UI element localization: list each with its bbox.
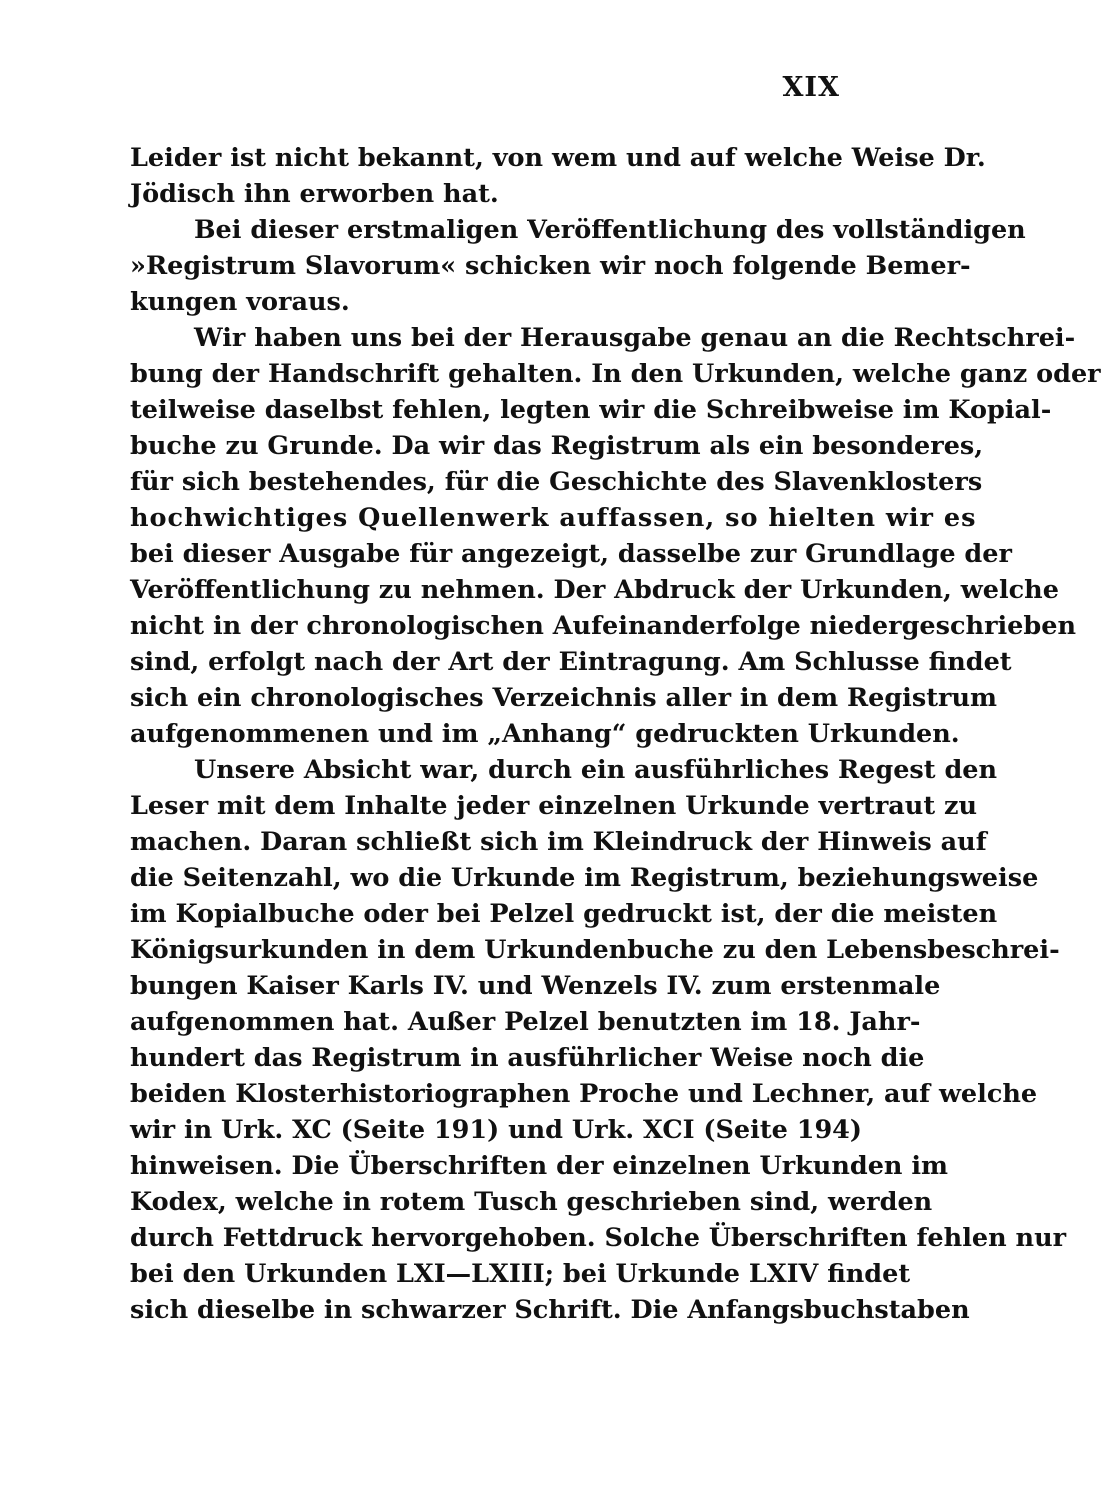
paragraph xyxy=(130,212,1026,320)
text-line: sich ein chronologisches Verzeichnis aller in dem Registrum xyxy=(130,683,997,713)
text-line: hundert das Registrum in ausführlicher Weise noch die xyxy=(130,1043,925,1073)
text-line: »Registrum Slavorum« schicken wir noch folgende Bemer- xyxy=(130,251,971,281)
text-line: buche zu Grunde. Da wir das Registrum als ein besonderes, xyxy=(130,431,984,461)
text-line: bei dieser Ausgabe für angezeigt, dasselbe zur Grundlage der xyxy=(130,539,1012,569)
paragraph xyxy=(130,140,986,212)
text-line: machen. Daran schließt sich im Kleindruck der Hinweis auf xyxy=(130,827,987,857)
text-line: nicht in der chronologischen Aufeinanderfolge niedergeschrieben xyxy=(130,611,1077,641)
text-line: kungen voraus. xyxy=(130,287,350,317)
text-line: sich dieselbe in schwarzer Schrift. Die Anfangsbuchstaben xyxy=(130,1295,970,1325)
page-number: XIX xyxy=(782,72,840,103)
text-line: für sich bestehendes, für die Geschichte des Slavenklosters xyxy=(130,467,983,497)
text-line: Königsurkunden in dem Urkundenbuche zu den Lebensbeschrei- xyxy=(130,935,1060,965)
text-line: im Kopialbuche oder bei Pelzel gedruckt ist, der die meisten xyxy=(130,899,998,929)
text-line: aufgenommen hat. Außer Pelzel benutzten im 18. Jahr- xyxy=(130,1007,921,1037)
text-line: aufgenommenen und im „Anhang“ gedruckten Urkunden. xyxy=(130,719,960,749)
text-line: Leider ist nicht bekannt, von wem und auf welche Weise Dr. xyxy=(130,143,986,173)
text-line: hochwichtiges Quellenwerk auffassen, so hielten wir es xyxy=(130,503,977,533)
text-line: sind, erfolgt nach der Art der Eintragung. Am Schlusse findet xyxy=(130,647,1012,677)
text-line: bei den Urkunden LXI—LXIII; bei Urkunde LXIV findet xyxy=(130,1259,911,1289)
paragraph xyxy=(130,320,1101,752)
text-line: Veröffentlichung zu nehmen. Der Abdruck der Urkunden, welche xyxy=(130,575,1059,605)
text-line: durch Fettdruck hervorgehoben. Solche Überschriften fehlen nur xyxy=(130,1223,1067,1253)
body-text xyxy=(130,140,1101,1328)
text-line: Leser mit dem Inhalte jeder einzelnen Urkunde vertraut zu xyxy=(130,791,978,821)
text-line: bungen Kaiser Karls IV. und Wenzels IV. zum erstenmale xyxy=(130,971,941,1001)
text-line: wir in Urk. XC (Seite 191) und Urk. XCI (Seite 194) xyxy=(130,1115,862,1145)
text-line: Kodex, welche in rotem Tusch geschrieben sind, werden xyxy=(130,1187,933,1217)
text-line: Jödisch ihn erworben hat. xyxy=(130,179,499,209)
text-line: die Seitenzahl, wo die Urkunde im Registrum, beziehungsweise xyxy=(130,863,1039,893)
text-line: Unsere Absicht war, durch ein ausführliches Regest den xyxy=(194,755,998,785)
text-line: Wir haben uns bei der Herausgabe genau an die Rechtschrei- xyxy=(194,323,1076,353)
text-line: Bei dieser erstmaligen Veröffentlichung des vollständigen xyxy=(194,215,1026,245)
text-line: teilweise daselbst fehlen, legten wir die Schreibweise im Kopial- xyxy=(130,395,1052,425)
text-line: bung der Handschrift gehalten. In den Urkunden, welche ganz oder xyxy=(130,359,1101,389)
paragraph xyxy=(130,752,1067,1328)
text-line: hinweisen. Die Überschriften der einzelnen Urkunden im xyxy=(130,1151,949,1181)
text-line: beiden Klosterhistoriographen Proche und Lechner, auf welche xyxy=(130,1079,1038,1109)
